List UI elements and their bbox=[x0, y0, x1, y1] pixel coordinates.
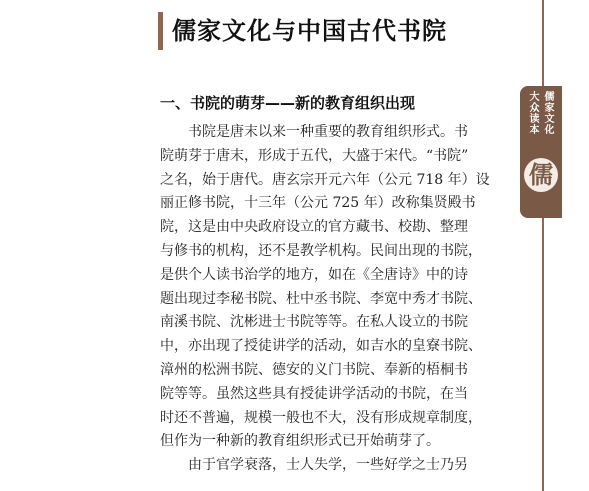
text-line: 但作为一种新的教育组织形式已开始萌芽了。 bbox=[160, 433, 440, 450]
text-line: 题出现过李秘书院、杜中丞书院、李宽中秀才书院、 bbox=[160, 290, 482, 307]
text-line: 中，亦出现了授徒讲学的活动，如吉水的皇寮书院、 bbox=[160, 338, 482, 355]
side-tab-reader-label: 大众读本 bbox=[529, 92, 540, 136]
page-title: 儒家文化与中国古代书院 bbox=[172, 17, 447, 45]
text-line: 院等等。虽然这些具有授徒讲学活动的书院，在当 bbox=[160, 385, 468, 402]
text-line: 之名，始于唐代。唐玄宗开元六年（公元 718 年）设 bbox=[160, 171, 490, 188]
margin-rule bbox=[542, 0, 544, 491]
text-line: 是供个人读书治学的地方，如在《全唐诗》中的诗 bbox=[160, 266, 468, 283]
side-tab bbox=[520, 86, 562, 218]
text-line: 漳州的松洲书院、德安的义门书院、奉新的梧桐书 bbox=[160, 361, 468, 378]
title-accent-bar bbox=[158, 12, 163, 50]
text-line: 书院是唐末以来一种重要的教育组织形式。书 bbox=[188, 124, 468, 140]
text-line: 院，这是由中央政府设立的官方藏书、校勘、整理 bbox=[160, 219, 468, 236]
body-text bbox=[160, 121, 510, 478]
text-line: 院萌芽于唐末，形成于五代，大盛于宋代。“书院” bbox=[160, 147, 469, 164]
section-heading: 一、书院的萌芽——新的教育组织出现 bbox=[160, 94, 416, 112]
text-line: 与修书的机构，还不是教学机构。民间出现的书院， bbox=[160, 242, 482, 259]
text-line: 由于官学衰落，士人失学，一些好学之士乃另 bbox=[188, 457, 468, 474]
side-tab-series-label: 儒家文化 bbox=[544, 92, 555, 136]
text-line: 丽正修书院，十三年（公元 725 年）改称集贤殿书 bbox=[160, 195, 476, 212]
text-line: 南溪书院、沈彬进士书院等等。在私人设立的书院 bbox=[160, 314, 468, 331]
ru-emblem: 儒 bbox=[524, 158, 558, 192]
text-line: 时还不普遍，规模一般也不大，没有形成规章制度， bbox=[160, 409, 482, 426]
